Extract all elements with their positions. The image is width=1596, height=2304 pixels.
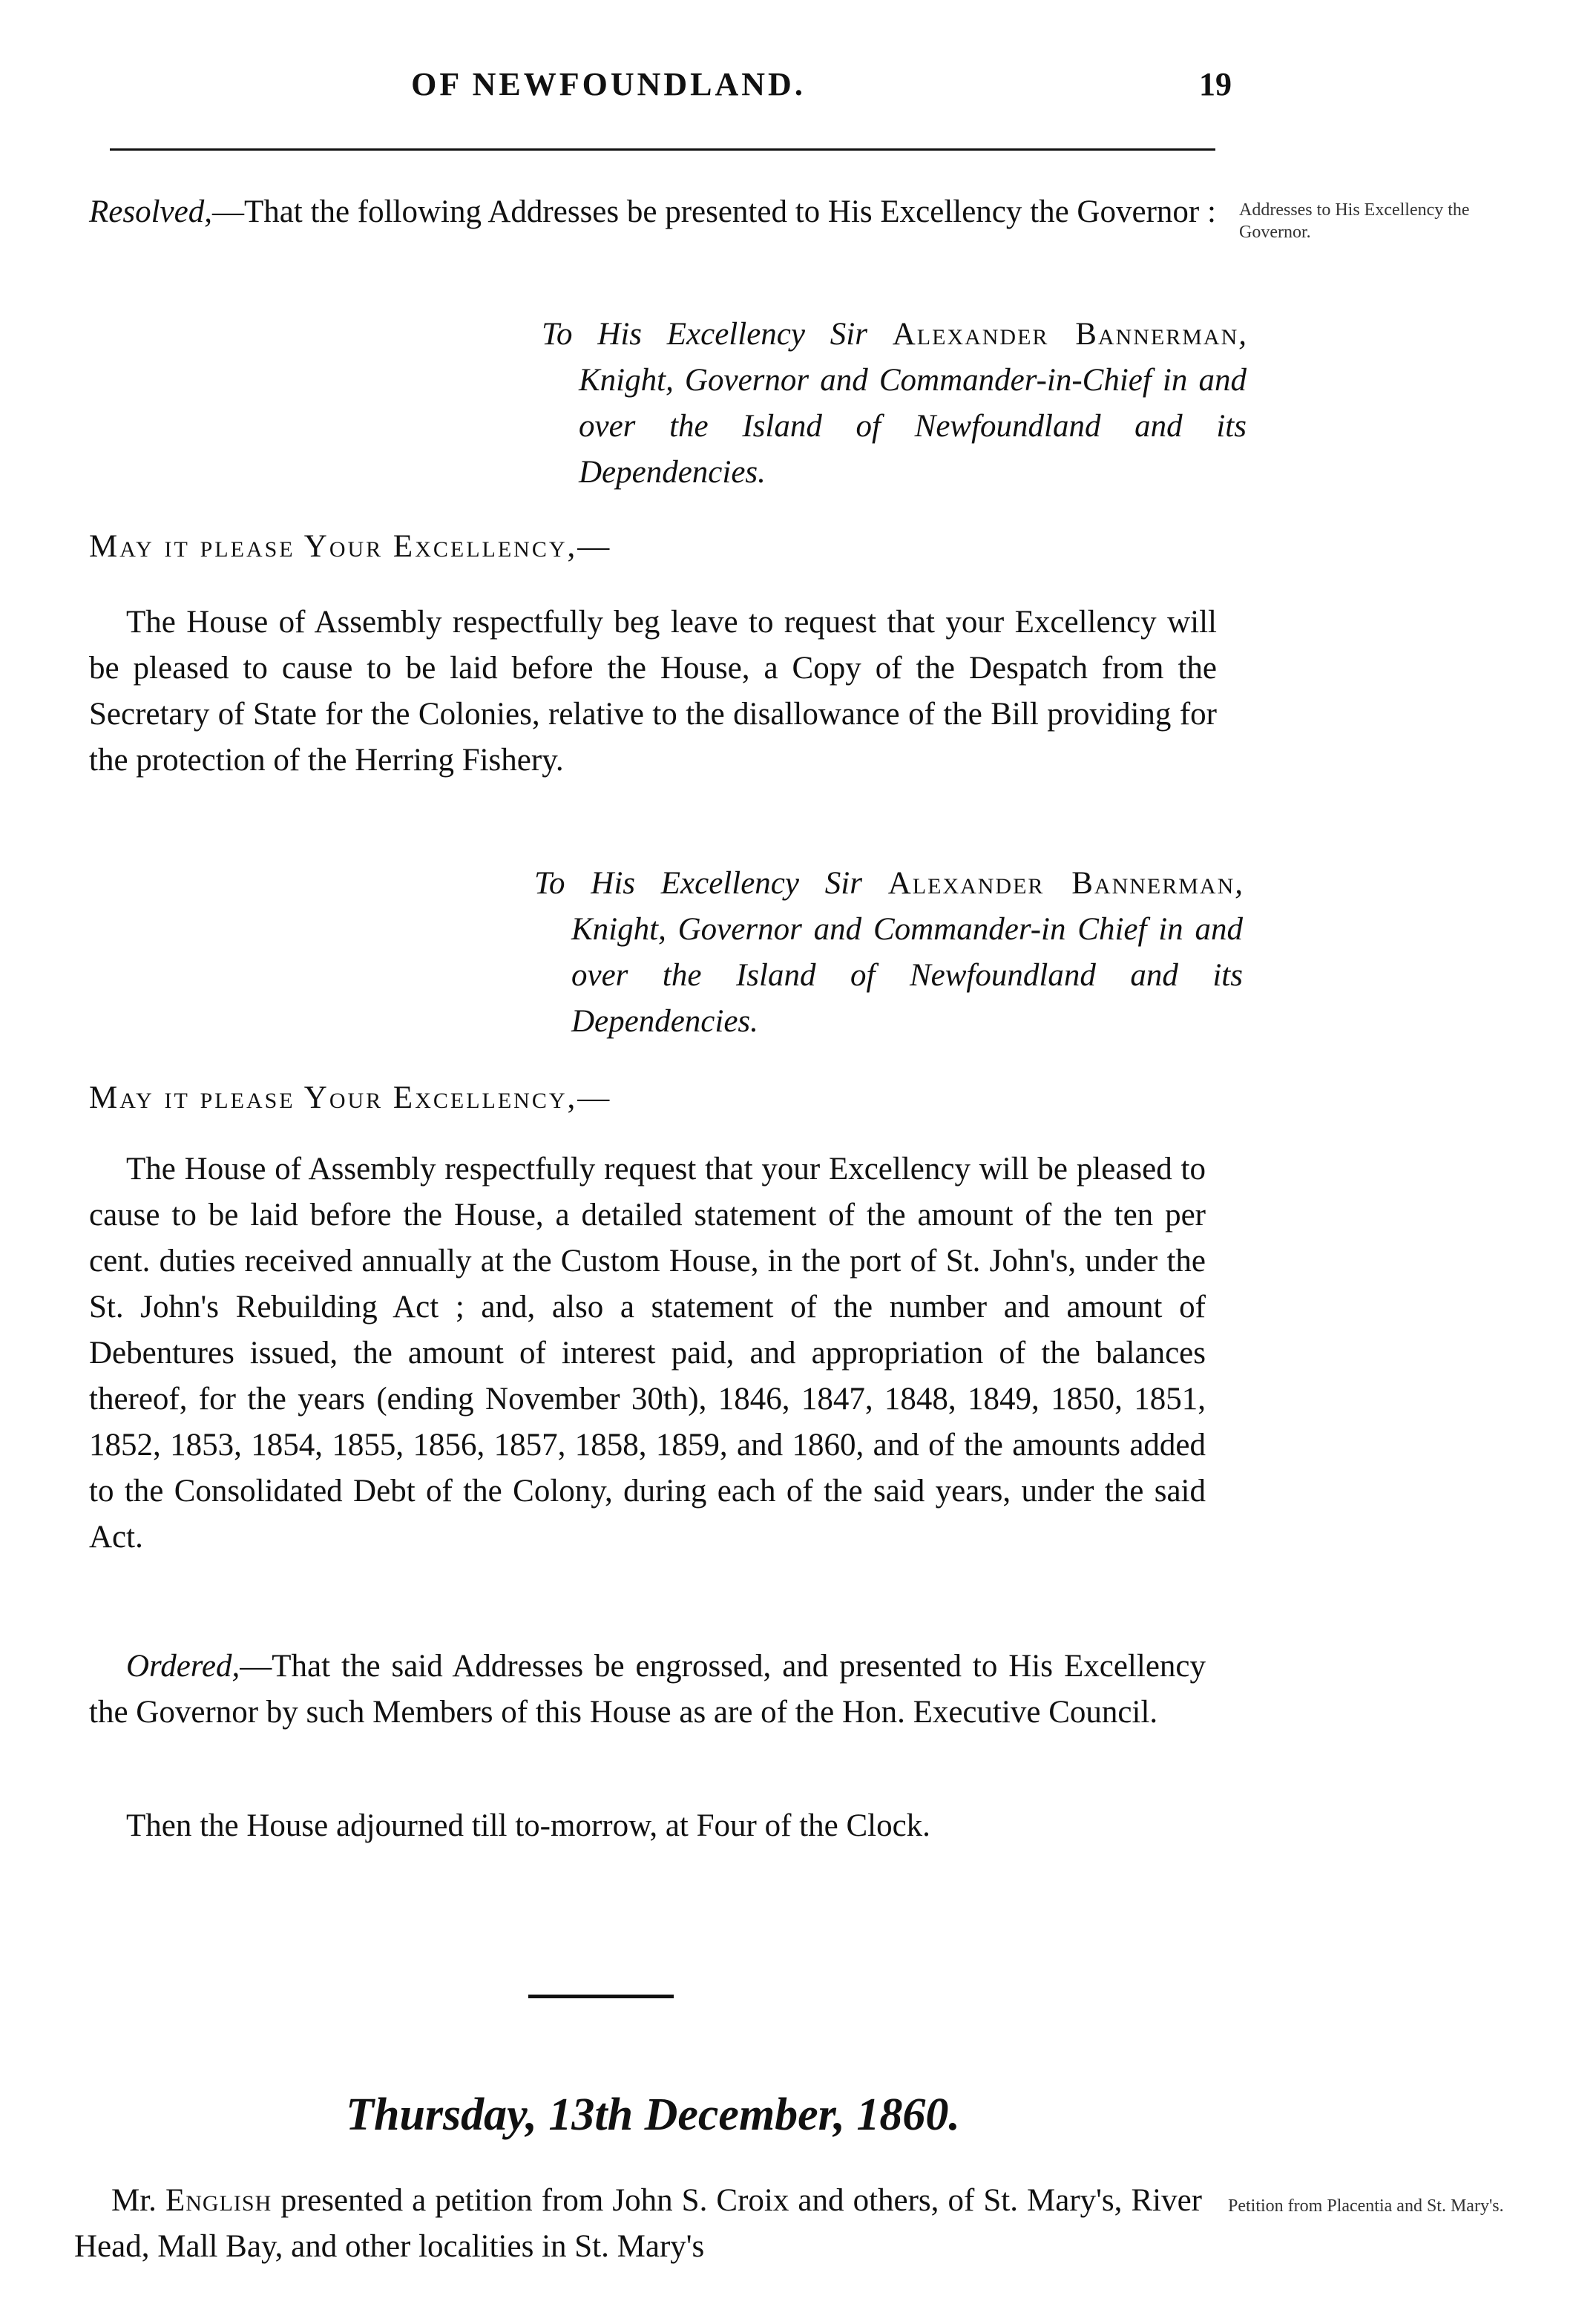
order-paragraph: Ordered,—That the said Addresses be engrossed, and presented to His Excellency the Governor by such Members of this House as are of the Hon. Executive Council. [89, 1649, 1206, 1730]
header-rule [110, 148, 1215, 151]
resolution-paragraph [89, 189, 1217, 235]
governor-name: Alexander Bannerman [887, 866, 1235, 901]
page-number: 19 [1199, 66, 1232, 102]
running-head: OF NEWFOUNDLAND. [411, 66, 806, 102]
section-rule [528, 1995, 674, 1998]
date-heading: Thursday, 13th December, 1860. [346, 2090, 960, 2140]
address-2-body: The House of Assembly respectfully request that your Excellency will be pleased to cause to be laid before the House, a detailed statement of the amount of the ten per cent. duties received annually at the Custom House, in the port of St. John's, under the St. John's Rebuilding Act ; and, also a statement of the number and amount of Debentures issued, the amount of interest paid, and appropriation of the balances thereof, for the years (ending November 30th), 1846, 1847, 1848, 1849, 1850, 1851, 1852, 1853, 1854, 1855, 1856, 1857, 1858, 1859, and 1860, and of the amounts added to the Consolidated Debt of the Colony, during each of the said years, under the said Act. [89, 1152, 1206, 1555]
order-lead: Ordered, [126, 1649, 240, 1684]
member-name: English [165, 2183, 272, 2218]
resolution-text: —That the following Addresses be presented to His Excellency the Governor : [211, 194, 1216, 229]
margin-note-petition: Petition from Placentia and St. Mary's. [1228, 2196, 1504, 2216]
address-1-heading: To His Excellency Sir Alexander Bannerman, Knight, Governor and Commander-in-Chief in and over the Island of Newfoundland and its Dependencies. [542, 317, 1247, 490]
salutation-2: May it please Your Excellency,— [89, 1080, 612, 1115]
address-2-heading: To His Excellency Sir Alexander Bannerman, Knight, Governor and Commander-in Chief in and over the Island of Newfoundland and its Dependencies. [534, 866, 1243, 1039]
governor-name: Alexander Bannerman [892, 317, 1239, 352]
resolution-lead: Resolved, [89, 194, 212, 229]
address-1-body: The House of Assembly respectfully beg leave to request that your Excellency will be pleased to cause to be laid before the House, a Copy of the Despatch from the Secretary of State for the Colonies, relative to the disallowance of the Bill providing for the protection of the Herring Fishery. [89, 605, 1217, 778]
adjournment-paragraph: Then the House adjourned till to-morrow, at Four of the Clock. [126, 1808, 930, 1843]
margin-note-addresses: Addresses to His Excellency the Governor. [1239, 200, 1470, 242]
salutation-1: May it please Your Excellency,— [89, 529, 612, 564]
petition-paragraph: Mr. English presented a petition from John S. Croix and others, of St. Mary's, River Head, Mall Bay, and other localities in St. Mary's [74, 2183, 1202, 2264]
